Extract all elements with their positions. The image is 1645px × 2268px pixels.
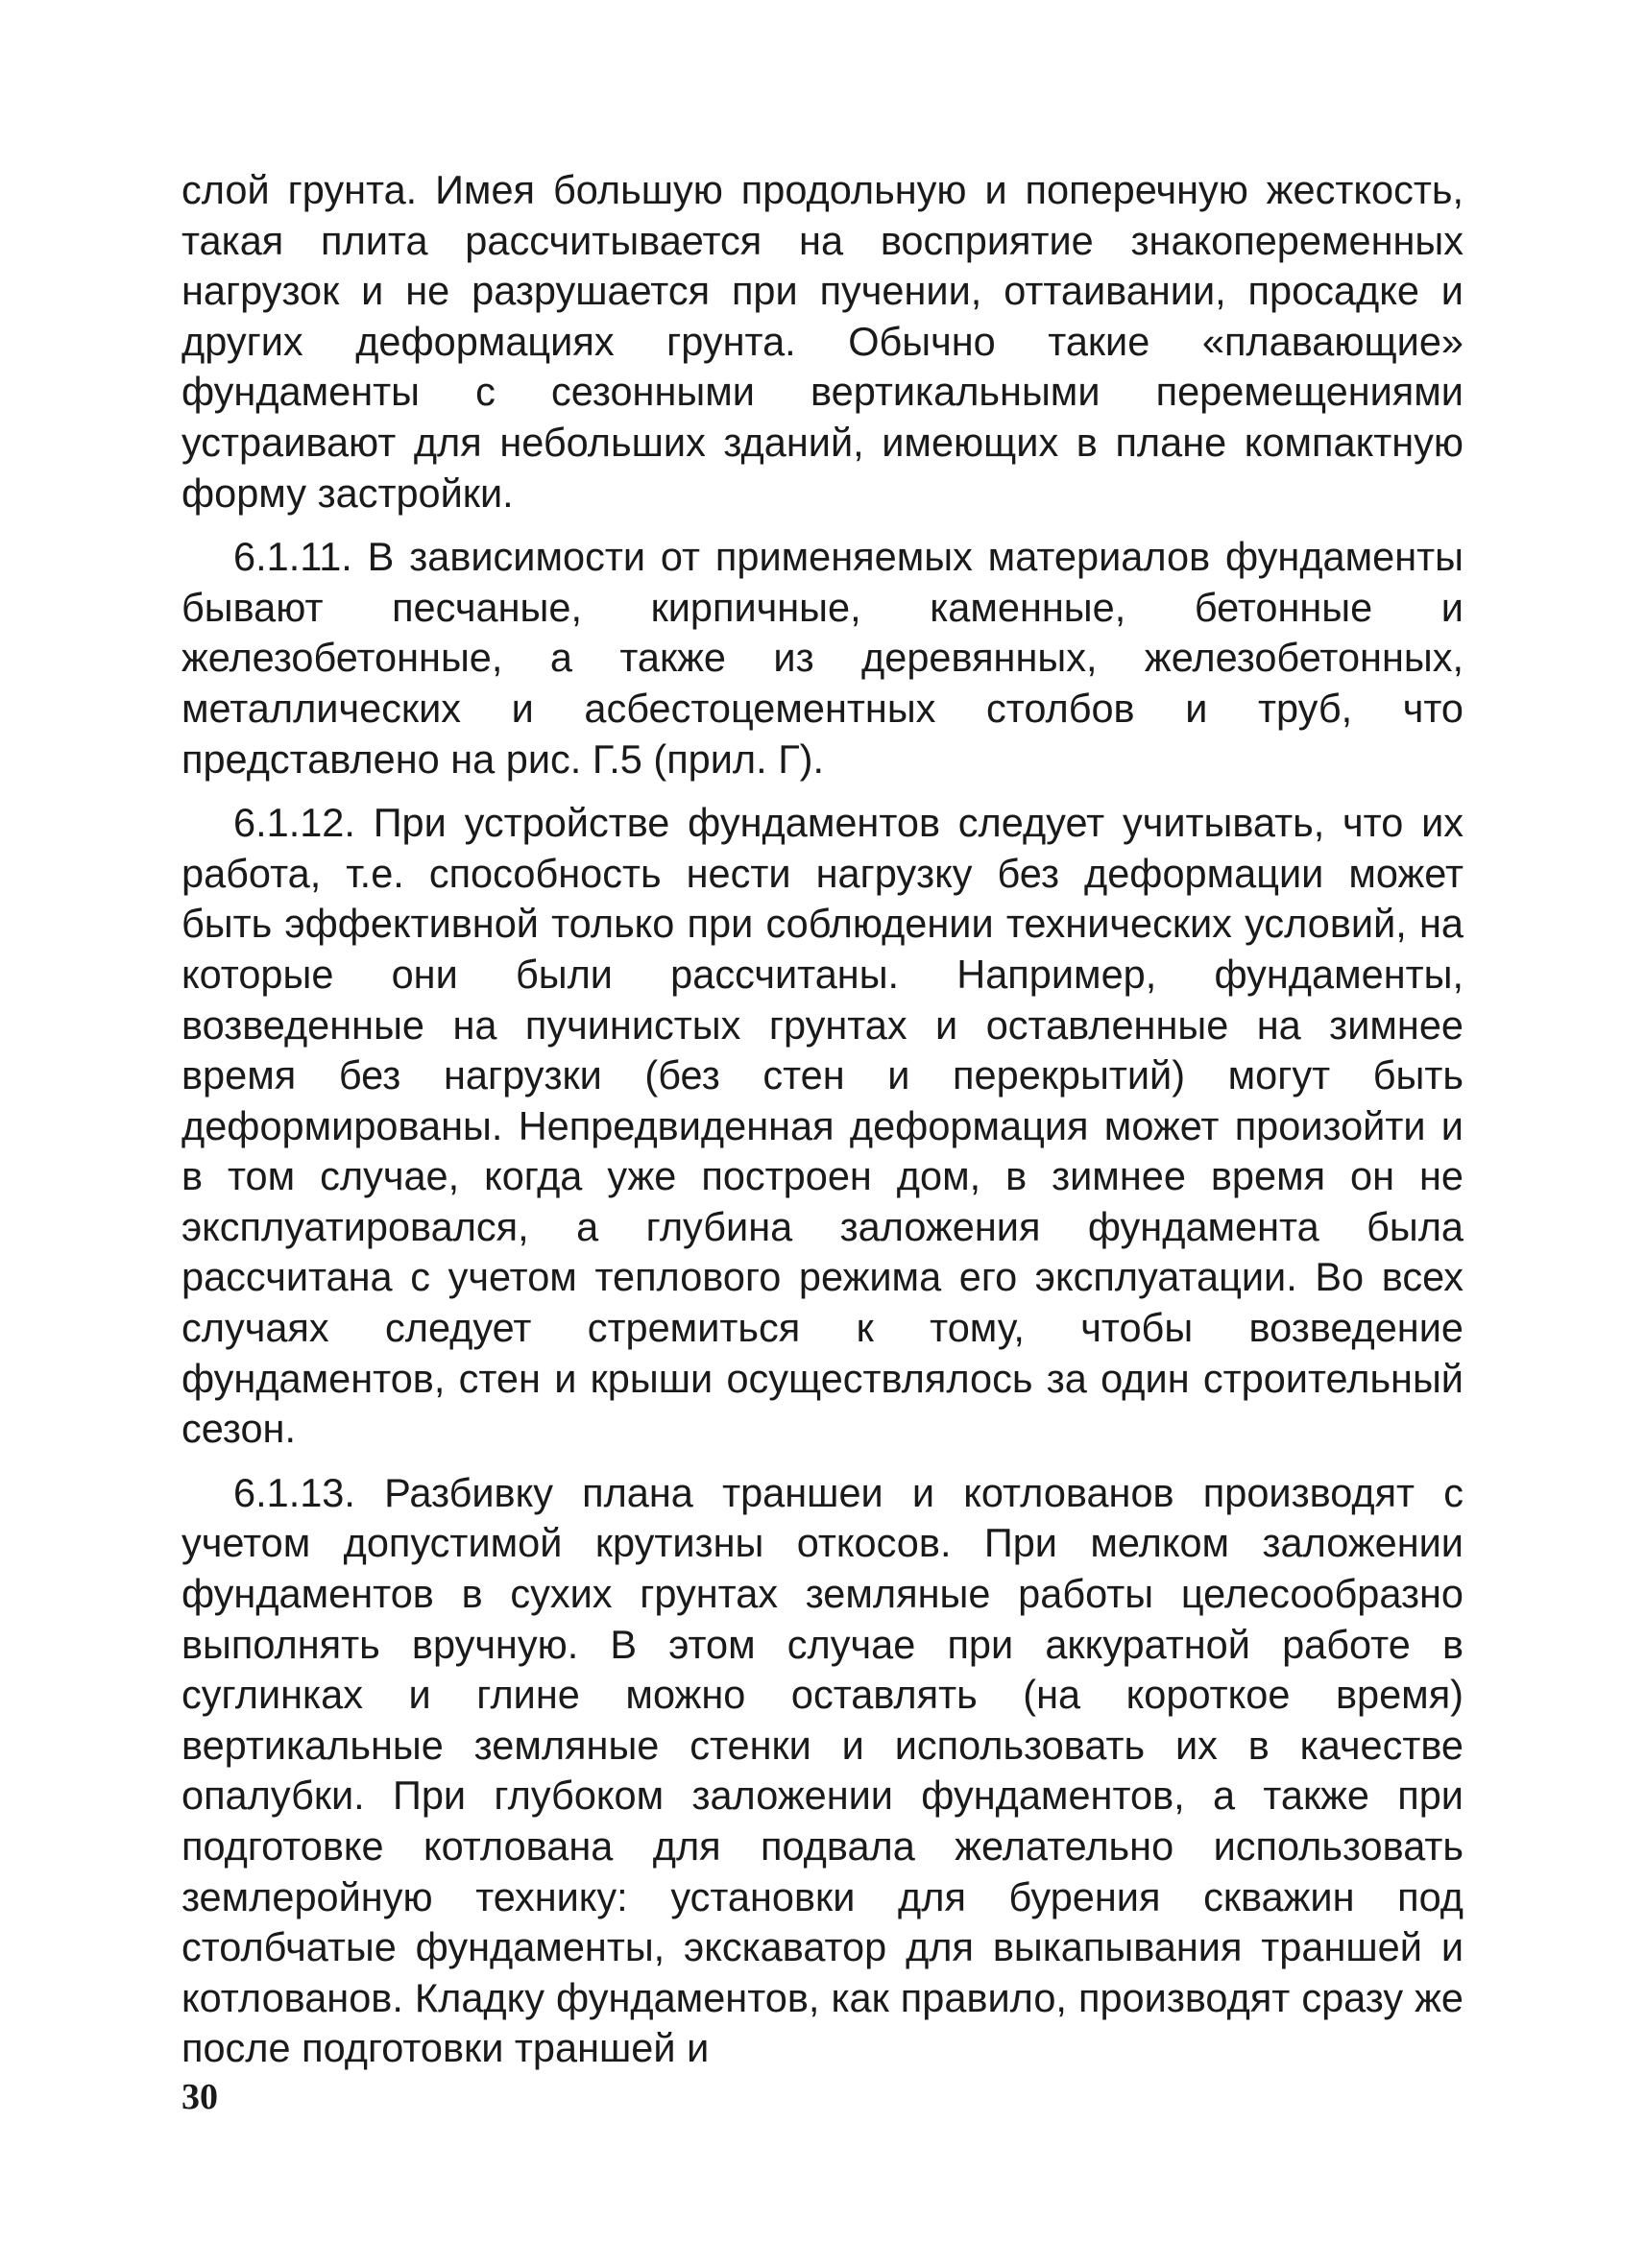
paragraph-6-1-11: 6.1.11. В зависимости от применяемых материалов фундаменты бывают песчаные, кирпичные, каменные, бетонные и железобетонные, а также из деревянных, железобетонных, металлических и асбестоцементных столбов и труб, что представлено на рис. Г.5 (прил. Г). <box>181 534 1464 782</box>
page-body <box>181 165 1464 2087</box>
page-number: 30 <box>181 2077 218 2117</box>
paragraph-6-1-13: 6.1.13. Разбивку плана траншеи и котлованов производят с учетом допустимой крутизны откосов. При мелком заложении фундаментов в сухих грунтах земляные работы целесообразно выполнять вручную. В этом случае при аккуратной работе в суглинках и глине можно оставлять (на короткое время) вертикальные земляные стенки и использовать их в качестве опалубки. При глубоком заложении фундаментов, а также при подготовке котлована для подвала желательно использовать землеройную технику: установки для бурения скважин под столбчатые фундаменты, экскаватор для выкапывания траншей и котлованов. Кладку фундаментов, как правило, производят сразу же после подготовки траншей и <box>181 1469 1464 2071</box>
paragraph-continuation: слой грунта. Имея большую продольную и поперечную жесткость, такая плита рассчитывается на восприятие знакопеременных нагрузок и не разрушается при пучении, оттаивании, просадке и других деформациях грунта. Обычно такие «плавающие» фундаменты с сезонными вертикальными перемещениями устраивают для небольших зданий, имеющих в плане компактную форму застройки. <box>181 167 1464 516</box>
paragraph-6-1-12: 6.1.12. При устройстве фундаментов следует учитывать, что их работа, т.е. способность нести нагрузку без деформации может быть эффективной только при соблюдении технических условий, на которые они были рассчитаны. Например, фундаменты, возведенные на пучинистых грунтах и оставленные на зимнее время без нагрузки (без стен и перекрытий) могут быть деформированы. Непредвиденная деформация может произойти и в том случае, когда уже построен дом, в зимнее время он не эксплуатировался, а глубина заложения фундамента была рассчитана с учетом теплового режима его эксплуатации. Во всех случаях следует стремиться к тому, чтобы возведение фундаментов, стен и крыши осуществлялось за один строительный сезон. <box>181 800 1464 1452</box>
